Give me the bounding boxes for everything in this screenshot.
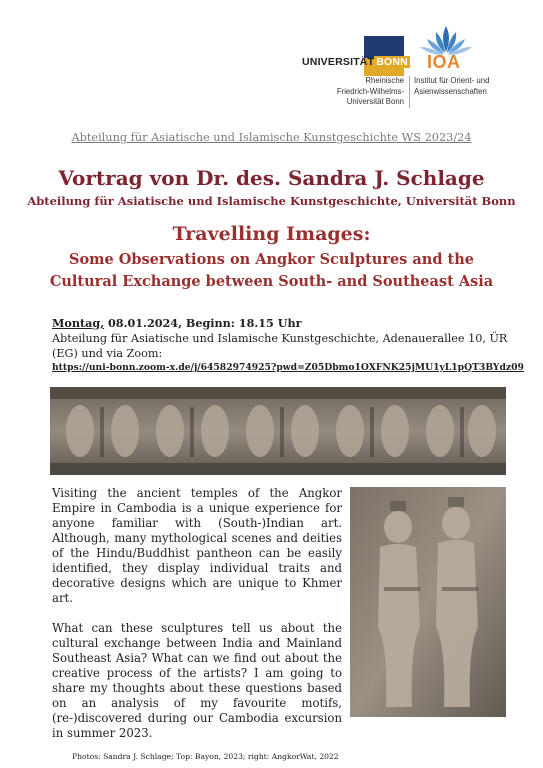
speaker-title: Vortrag von Dr. des. Sandra J. Schlage	[58, 166, 485, 190]
university-wordmark-name: UNIVERSITÄT	[302, 56, 375, 68]
photo-credits: Photos: Sandra J. Schlage; Top: Bayon, 2023; right: AngkorWat, 2022	[72, 752, 339, 761]
abstract-paragraph-2: What can these sculptures tell us about the cultural exchange between India and Mainland Southeast Asia? What can we find out about the creative process of the artists? I am going to share my thoughts about these questions based on an analysis of my favourite motifs, (re-)discovered during our Cambodia excursion in summer 2023.	[52, 621, 342, 740]
angkor-wat-devata-image	[350, 487, 506, 717]
university-wordmark-city: BONN	[376, 56, 408, 68]
university-wordmark	[302, 56, 410, 68]
zoom-link[interactable]: https://uni-bonn.zoom-x.de/j/64582974925?pwd=Z05Dbmo1OXFNK25jMU1yL1pQT3BYdz09	[52, 362, 524, 373]
university-line-2: Friedrich-Wilhelms-	[336, 86, 404, 96]
university-line-3: Universität Bonn	[346, 97, 404, 106]
lecture-title: Travelling Images:	[172, 223, 371, 245]
logo-blue-square	[364, 36, 404, 58]
lecture-subtitle-line-2: Cultural Exchange between South- and Southeast Asia	[49, 273, 494, 290]
institute-line-2: Asienwissenschaften	[414, 86, 487, 96]
event-day: Montag,	[52, 316, 105, 330]
ioa-wordmark: IOA	[427, 52, 461, 72]
lecture-subtitle-line-1: Some Observations on Angkor Sculptures and the	[68, 251, 474, 268]
university-line-1: Rheinische	[365, 76, 404, 85]
university-affiliation	[320, 76, 404, 108]
department-heading-link[interactable]: Abteilung für Asiatische und Islamische Kunstgeschichte WS 2023/24	[71, 131, 472, 144]
lecture-subtitle	[0, 249, 543, 293]
institute-affiliation	[414, 76, 524, 97]
event-details	[52, 316, 512, 361]
abstract	[52, 486, 342, 756]
event-date-time: 08.01.2024, Beginn: 18.15 Uhr	[104, 316, 302, 330]
university-bonn-logo	[302, 36, 410, 76]
bayon-relief-image	[50, 387, 506, 475]
affiliation-divider	[409, 76, 410, 108]
institute-line-1: Institut für Orient- und	[414, 76, 490, 85]
speaker-affiliation: Abteilung für Asiatische und Islamische Kunstgeschichte, Universität Bonn	[27, 194, 516, 208]
abstract-paragraph-1: Visiting the ancient temples of the Angkor Empire in Cambodia is a unique experience for anyone familiar with (South-)Indian art. Although, many mythological scenes and deities of the Hindu/Buddhist pantheon can be easily identified, they display individual traits and decorative designs which are unique to Khmer art.	[52, 486, 342, 605]
event-location: Abteilung für Asiatische und Islamische Kunstgeschichte, Adenauerallee 10, ÜR (EG) und via Zoom:	[52, 332, 508, 360]
